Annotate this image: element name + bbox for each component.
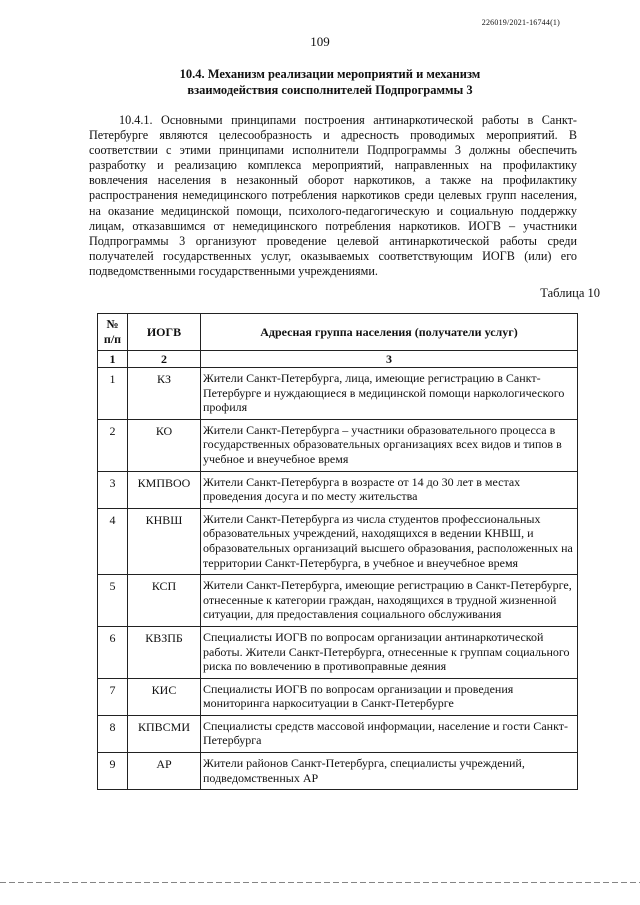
column-number-row: [98, 351, 578, 368]
section-heading-line-2: взаимодействия соисполнителей Подпрограммы 3: [187, 83, 473, 97]
row-target-group: Жители Санкт-Петербурга, лица, имеющие регистрацию в Санкт-Петербурге и нуждающиеся в медицинской помощи наркологического профиля: [201, 368, 578, 420]
header-iogv: ИОГВ: [128, 314, 201, 351]
row-target-group: Специалисты ИОГВ по вопросам организации антинаркотической работы. Жители Санкт-Петербурга, отнесенные к группам социального риска по вовлечению в противоправные деяния: [201, 626, 578, 678]
footer-scan-line: [0, 882, 640, 883]
row-target-group: Жители Санкт-Петербурга из числа студентов профессиональных образовательных учреждений, находящихся в ведении КНВШ, и образовательных организаций высшего образования, расположенных на территории Санкт-Петербурга, в учебное и внеучебное время: [201, 508, 578, 574]
table-row: [98, 471, 578, 508]
row-target-group: Жители районов Санкт-Петербурга, специалисты учреждений, подведомственных АР: [201, 753, 578, 790]
row-target-group: Специалисты средств массовой информации, население и гости Санкт-Петербурга: [201, 715, 578, 752]
page-number: 109: [310, 34, 330, 49]
column-number: 1: [98, 351, 128, 368]
table-title: Таблица 10: [540, 286, 600, 300]
row-number: 9: [98, 753, 128, 790]
document-id: 226019/2021-16744(1): [481, 18, 560, 27]
row-number: 3: [98, 471, 128, 508]
table-row: [98, 715, 578, 752]
table-row: [98, 678, 578, 715]
table-row: [98, 508, 578, 574]
row-target-group: Жители Санкт-Петербурга в возрасте от 14 до 30 лет в местах проведения досуга и по месту жительства: [201, 471, 578, 508]
column-number: 3: [201, 351, 578, 368]
table-row: [98, 575, 578, 627]
row-target-group: Жители Санкт-Петербурга – участники образовательного процесса в государственных образовательных организациях всех видов и типов в учебное и внеучебное время: [201, 419, 578, 471]
iogv-table: [97, 313, 578, 790]
row-number: 2: [98, 419, 128, 471]
table-row: [98, 626, 578, 678]
row-iogv: КМПВОО: [128, 471, 201, 508]
row-iogv: АР: [128, 753, 201, 790]
column-number: 2: [128, 351, 201, 368]
row-target-group: Жители Санкт-Петербурга, имеющие регистрацию в Санкт-Петербурге, отнесенные к категории граждан, находящихся в трудной жизненной ситуации, для предоставления социального обслуживания: [201, 575, 578, 627]
table-row: [98, 368, 578, 420]
table-row: [98, 419, 578, 471]
row-number: 7: [98, 678, 128, 715]
row-number: 8: [98, 715, 128, 752]
row-iogv: КВЗПБ: [128, 626, 201, 678]
header-number: № п/п: [98, 314, 128, 351]
row-iogv: КНВШ: [128, 508, 201, 574]
section-heading-line-1: 10.4. Механизм реализации мероприятий и механизм: [179, 67, 481, 81]
section-heading: [120, 66, 540, 98]
row-iogv: КСП: [128, 575, 201, 627]
row-iogv: КИС: [128, 678, 201, 715]
row-number: 1: [98, 368, 128, 420]
row-iogv: КПВСМИ: [128, 715, 201, 752]
row-iogv: КЗ: [128, 368, 201, 420]
table-header-row: [98, 314, 578, 351]
row-number: 4: [98, 508, 128, 574]
body-paragraph: 10.4.1. Основными принципами построения антинаркотической работы в Санкт-Петербурге являются целесообразность и адресность проводимых мероприятий. В соответствии с этими принципами исполнители Подпрограммы 3 должны обеспечить разработку и реализацию комплекса мероприятий, направленных на профилактику вовлечения населения в незаконный оборот наркотиков, а также на профилактику распространения немедицинского потребления наркотиков среди целевых групп населения, на оказание медицинской помощи, психолого-педагогическую и социальную поддержку лицам, отказавшимся от немедицинского потребления наркотиков. ИОГВ – участники Подпрограммы 3 организуют проведение целевой антинаркотической работы среди получателей государственных услуг, оказываемых соответствующим ИОГВ (или) его подведомственными государственными учреждениями.: [89, 113, 577, 278]
row-target-group: Специалисты ИОГВ по вопросам организации и проведения мониторинга наркоситуации в Санкт-Петербурге: [201, 678, 578, 715]
table-row: [98, 753, 578, 790]
header-target-group: Адресная группа населения (получатели услуг): [201, 314, 578, 351]
row-iogv: КО: [128, 419, 201, 471]
row-number: 5: [98, 575, 128, 627]
row-number: 6: [98, 626, 128, 678]
